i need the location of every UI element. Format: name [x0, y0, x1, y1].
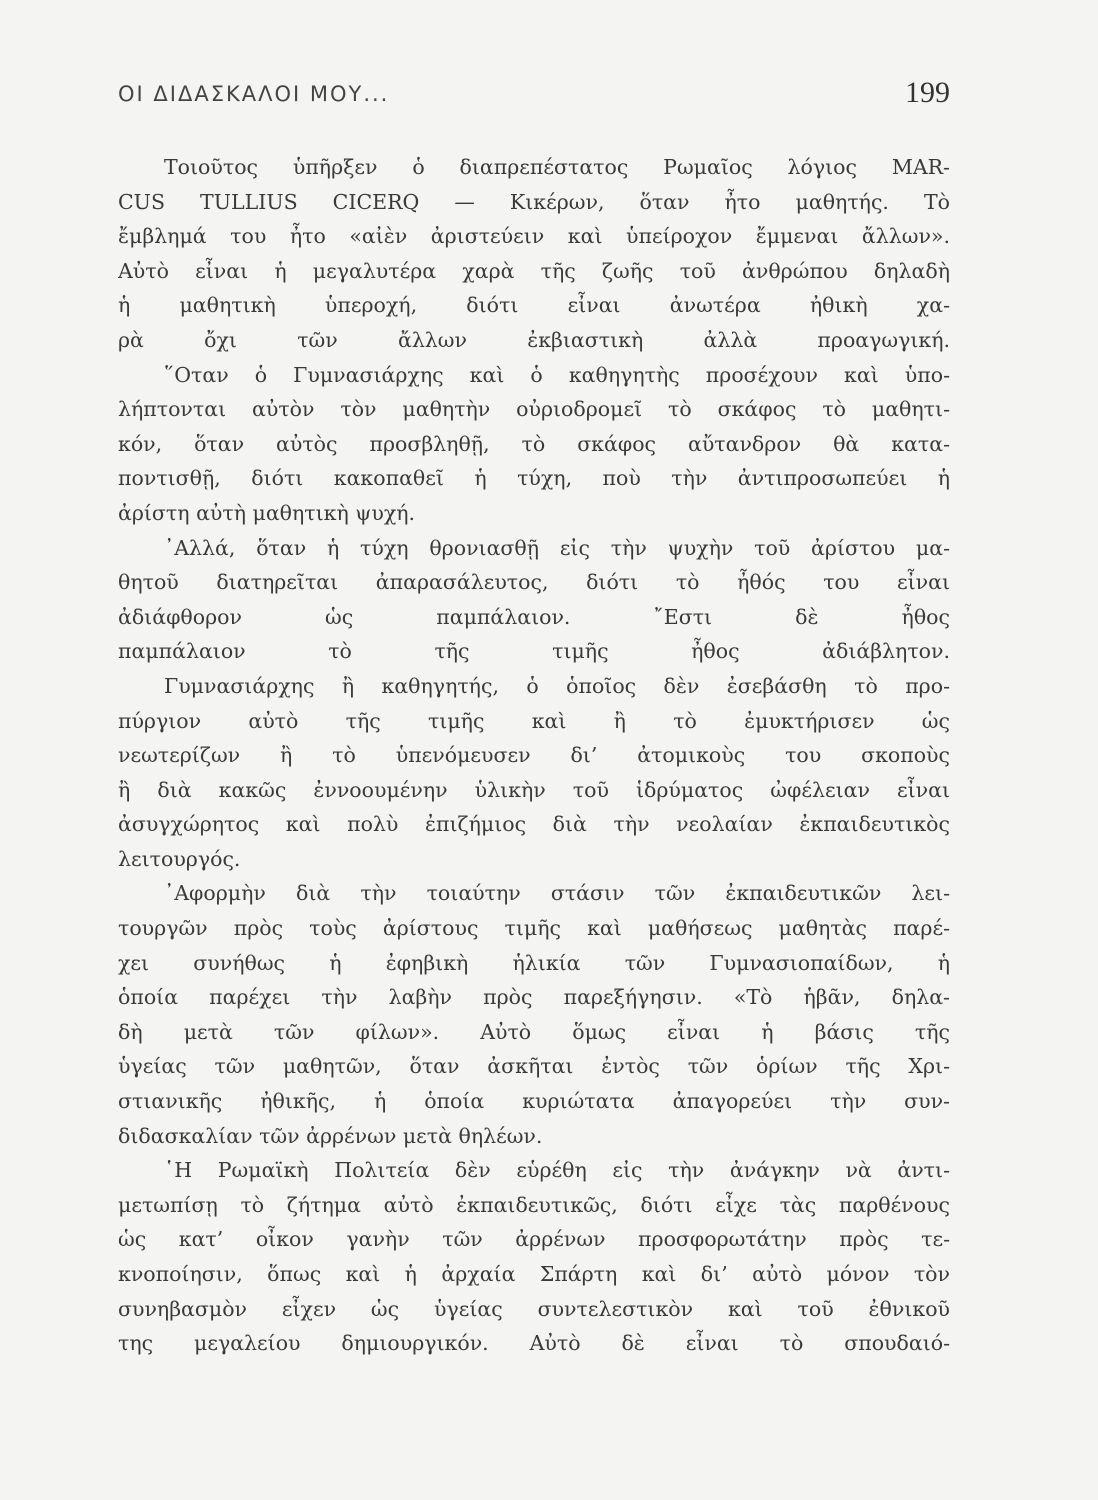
text-line: θητοῦ διατηρεῖται ἀπαρασάλευτος, διότι τὸ ἦθός του εἶναι — [118, 570, 950, 595]
text-line: τουργῶν πρὸς τοὺς ἀρίστους τιμῆς καὶ μαθήσεως μαθητὰς παρέ- — [118, 916, 950, 941]
text-line: CUS TULLIUS CICERQ — Κικέρων, ὅταν ἦτο μαθητής. Τὸ — [118, 189, 950, 214]
text-line: ἀρίστη αὐτὴ μαθητικὴ ψυχή. — [118, 500, 416, 525]
text-line: ὁποία παρέχει τὴν λαβὴν πρὸς παρεξήγησιν. «Τὸ ἡβᾶν, δηλα- — [118, 985, 950, 1010]
text-line: πύργιον αὐτὸ τῆς τιμῆς καὶ ἢ τὸ ἐμυκτήρισεν ὡς — [118, 708, 950, 733]
text-line: Αὐτὸ εἶναι ἡ μεγαλυτέρα χαρὰ τῆς ζωῆς τοῦ ἀνθρώπου δηλαδὴ — [118, 258, 950, 283]
text-line: Τοιοῦτος ὑπῆρξεν ὁ διαπρεπέστατος Ρωμαῖος λόγιος MAR- — [164, 155, 950, 179]
text-line: κόν, ὅταν αὐτὸς προσβληθῇ, τὸ σκάφος αὔτανδρον θὰ κατα- — [118, 431, 950, 456]
body-text — [118, 150, 950, 1361]
page-number: 199 — [905, 76, 950, 109]
text-line: παμπάλαιον τὸ τῆς τιμῆς ἦθος ἀδιάβλητον. — [118, 639, 950, 664]
text-line: λήπτονται αὐτὸν τὸν μαθητὴν οὐριοδρομεῖ τὸ σκάφος τὸ μαθητι- — [118, 397, 950, 422]
text-line: ἡ μαθητικὴ ὑπεροχή, διότι εἶναι ἀνωτέρα ἠθικὴ χα- — [118, 293, 950, 318]
text-line: Γυμνασιάρχης ἢ καθηγητής, ὁ ὁποῖος δὲν ἐσεβάσθη τὸ προ- — [164, 673, 950, 698]
text-line: μετωπίσῃ τὸ ζήτημα αὐτὸ ἐκπαιδευτικῶς, διότι εἶχε τὰς παρθένους — [118, 1192, 950, 1217]
text-line: λειτουργός. — [118, 846, 241, 871]
text-line: ὡς κατ’ οἶκον γανὴν τῶν ἀρρένων προσφορωτάτην πρὸς τε- — [118, 1227, 950, 1252]
text-line: χει συνήθως ἡ ἐφηβικὴ ἡλικία τῶν Γυμνασιοπαίδων, ἡ — [118, 950, 950, 975]
text-line: ὑγείας τῶν μαθητῶν, ὅταν ἀσκῆται ἐντὸς τῶν ὁρίων τῆς Χρι- — [118, 1054, 950, 1079]
text-line: ἀσυγχώρητος καὶ πολὺ ἐπιζήμιος διὰ τὴν νεολαίαν ἐκπαιδευτικὸς — [118, 812, 950, 837]
text-line: δὴ μετὰ τῶν φίλων». Αὐτὸ ὅμως εἶναι ἡ βάσις τῆς — [118, 1019, 950, 1044]
running-title: ΟΙ ΔΙΔΑΣΚΑΛΟΙ ΜΟΥ... — [118, 82, 390, 106]
text-line: ἢ διὰ κακῶς ἐννοουμένην ὑλικὴν τοῦ ἱδρύματος ὠφέλειαν εἶναι — [118, 777, 950, 802]
text-line: ᾿Αλλά, ὅταν ἡ τύχη θρονιασθῇ εἰς τὴν ψυχὴν τοῦ ἀρίστου μα- — [164, 535, 950, 560]
text-line: ῾Η Ρωμαϊκὴ Πολιτεία δὲν εὑρέθη εἰς τὴν ἀνάγκην νὰ ἀντι- — [164, 1158, 950, 1183]
text-line: της μεγαλείου δημιουργικόν. Αὐτὸ δὲ εἶναι τὸ σπουδαιό- — [118, 1331, 950, 1356]
text-line: ρὰ ὄχι τῶν ἄλλων ἐκβιαστικὴ ἀλλὰ προαγωγική. — [118, 327, 950, 352]
text-line: νεωτερίζων ἢ τὸ ὑπενόμευσεν δι’ ἀτομικοὺς του σκοποὺς — [118, 743, 950, 768]
text-line: ᾿Αφορμὴν διὰ τὴν τοιαύτην στάσιν τῶν ἐκπαιδευτικῶν λει- — [164, 881, 950, 906]
text-line: συνηβασμὸν εἶχεν ὡς ὑγείας συντελεστικὸν καὶ τοῦ ἐθνικοῦ — [118, 1296, 950, 1321]
text-line: διδασκαλίαν τῶν ἀρρένων μετὰ θηλέων. — [118, 1123, 543, 1148]
text-line: ῞Οταν ὁ Γυμνασιάρχης καὶ ὁ καθηγητὴς προσέχουν καὶ ὑπο- — [164, 362, 950, 387]
text-line: κνοποίησιν, ὅπως καὶ ἡ ἀρχαία Σπάρτη καὶ δι’ αὐτὸ μόνον τὸν — [118, 1262, 950, 1286]
text-line: ποντισθῇ, διότι κακοπαθεῖ ἡ τύχη, ποὺ τὴν ἀντιπροσωπεύει ἡ — [118, 466, 950, 491]
text-line: ἀδιάφθορον ὡς παμπάλαιον. ῎Εστι δὲ ἦθος — [118, 604, 950, 629]
text-line: στιανικῆς ἠθικῆς, ἡ ὁποία κυριώτατα ἀπαγορεύει τὴν συν- — [118, 1089, 950, 1114]
text-line: ἔμβλημά του ἦτο «αἰὲν ἀριστεύειν καὶ ὑπείροχον ἔμμεναι ἄλλων». — [118, 224, 950, 249]
